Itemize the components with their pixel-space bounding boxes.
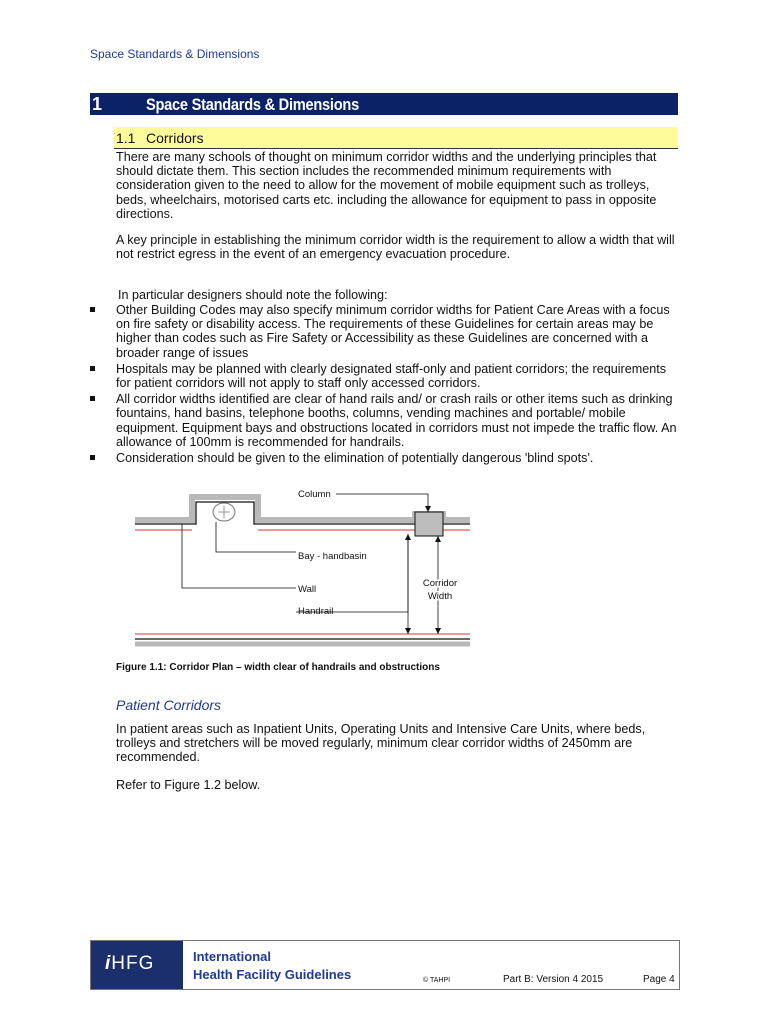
version-label: Part B: Version 4 2015 bbox=[503, 974, 604, 985]
list-item-text: All corridor widths identified are clear of hand rails and/ or crash rails or other items such as drinking fountains, hand basins, telephone booths, columns, vending machines and portable/ mobile equipment. Equipment bays and obstructions located in corridors must not impede the traffic flow. An allowance of 100mm is recommended for handrails. bbox=[116, 392, 677, 449]
ihfg-logo bbox=[91, 941, 183, 989]
lead-in-paragraph: In particular designers should note the following: bbox=[118, 288, 388, 302]
principle-paragraph: A key principle in establishing the minimum corridor width is the requirement to allow a width that will not restrict egress in the event of an emergency evacuation procedure. bbox=[116, 233, 675, 262]
column-label: Column bbox=[298, 489, 331, 500]
list-item bbox=[90, 451, 680, 465]
figure-reference-paragraph: Refer to Figure 1.2 below. bbox=[116, 778, 261, 792]
page-number: Page 4 bbox=[643, 974, 675, 985]
wall-leader bbox=[182, 524, 296, 588]
notes-list bbox=[90, 303, 680, 467]
figure-caption: Figure 1.1: Corridor Plan – width clear of handrails and obstructions bbox=[116, 662, 440, 673]
corridor-label: Corridor bbox=[422, 578, 458, 589]
section-heading bbox=[90, 93, 678, 115]
running-header: Space Standards & Dimensions bbox=[90, 47, 260, 61]
subsection-title: Corridors bbox=[146, 130, 204, 146]
dimension-arrow bbox=[405, 534, 411, 540]
patient-corridors-paragraph: In patient areas such as Inpatient Units, Operating Units and Intensive Care Units, where beds, trolleys and stretchers will be moved regularly, minimum clear corridor widths of 2450mm are recommended. bbox=[116, 722, 646, 765]
org-name-line1: International bbox=[193, 949, 272, 964]
list-item-text: Other Building Codes may also specify minimum corridor widths for Patient Care Areas with a focus on fire safety or disability access. The requirements of these Guidelines for certain areas may be higher than codes such as Fire Safety or Accessibility as these Guidelines are concerned with a broader range of issues bbox=[116, 303, 670, 360]
section-title: Space Standards & Dimensions bbox=[146, 95, 359, 114]
logo-text bbox=[105, 953, 154, 975]
bullet-marker bbox=[90, 366, 95, 371]
bay-leader bbox=[216, 522, 296, 552]
dimension-arrow bbox=[435, 536, 441, 542]
org-name-line2: Health Facility Guidelines bbox=[193, 967, 352, 982]
bay-label: Bay - handbasin bbox=[298, 551, 367, 562]
subsection-heading bbox=[114, 127, 678, 149]
handrail-label: Handrail bbox=[298, 606, 334, 617]
dimension-arrow bbox=[405, 628, 411, 634]
list-item-text: Consideration should be given to the elimination of potentially dangerous 'blind spots'. bbox=[116, 451, 594, 466]
patient-corridors-heading: Patient Corridors bbox=[116, 697, 222, 713]
logo-prefix: i bbox=[105, 953, 112, 974]
list-item-text: Hospitals may be planned with clearly designated staff-only and patient corridors; the requirements for patient corridors will not apply to staff only accessed corridors. bbox=[116, 361, 666, 391]
column-block bbox=[415, 512, 443, 536]
list-item bbox=[90, 392, 680, 449]
page-footer bbox=[90, 940, 680, 990]
copyright: © TAHPI bbox=[423, 977, 451, 984]
subsection-number: 1.1 bbox=[116, 130, 136, 146]
wall-label: Wall bbox=[298, 584, 317, 595]
bullet-marker bbox=[90, 396, 95, 401]
width-label: Width bbox=[427, 591, 453, 602]
list-item bbox=[90, 303, 680, 360]
handrail-leader bbox=[296, 534, 408, 612]
dimension-arrow bbox=[435, 628, 441, 634]
bullet-marker bbox=[90, 307, 95, 312]
column-leader bbox=[336, 494, 428, 508]
corridor-plan-diagram bbox=[130, 484, 475, 649]
intro-paragraph: There are many schools of thought on minimum corridor widths and the underlying principles that should dictate them. This section includes the recommended minimum requirements with consideration given to the need to allow for the movement of mobile equipment such as trolleys, beds, wheelchairs, motorised carts etc. including the allowance for equipment to pass in opposite directions. bbox=[116, 150, 657, 221]
section-number: 1 bbox=[92, 94, 103, 114]
list-item bbox=[90, 362, 680, 390]
bullet-marker bbox=[90, 455, 95, 460]
logo-rest: HFG bbox=[111, 953, 155, 974]
